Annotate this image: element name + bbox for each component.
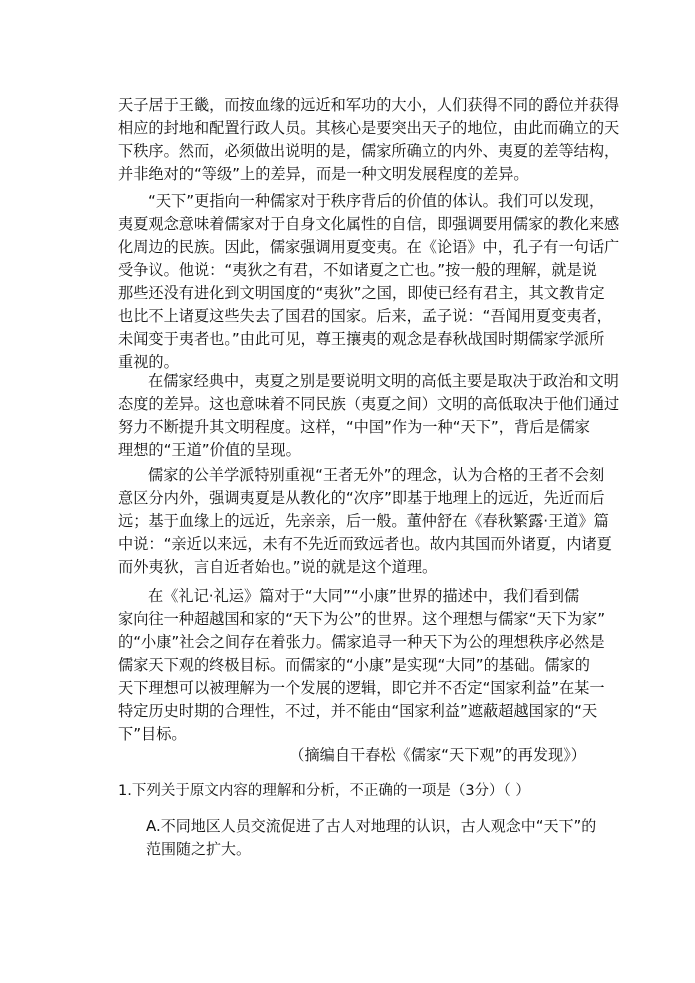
paragraph-line: 天下理想可以被理解为一个发展的逻辑，即它并不否定“国家利益”在某一 — [118, 679, 605, 697]
paragraph-line: 相应的封地和配置行政人员。其核心是要突出天子的地位，由此而确立的天 — [118, 119, 620, 137]
paragraph-line: 化周边的民族。因此，儒家强调用夏变夷。在《论语》中，孔子有一句话广 — [118, 238, 620, 256]
paragraph-2 — [118, 190, 620, 374]
paragraph-line: 儒家天下观的终极目标。而儒家的“小康”是实现“大同”的基础。儒家的 — [118, 656, 590, 674]
paragraph-5 — [118, 585, 606, 746]
paragraph-line: 态度的差异。这也意味着不同民族（夷夏之间）文明的高低取决于他们通过 — [118, 395, 620, 413]
paragraph-line: 努力不断提升其文明程度。这样，“中国”作为一种“天下”，背后是儒家 — [118, 418, 590, 436]
paragraph-line: 的“小康”社会之间存在着张力。儒家追寻一种天下为公的理想秩序必然是 — [118, 633, 605, 651]
paragraph-line: 中说：“亲近以来远，未有不先近而致远者也。故内其国而外诸夏，内诸夏 — [118, 535, 612, 553]
paragraph-4 — [118, 464, 612, 579]
paragraph-line: 未闻变于夷者也。”由此可见，尊王攘夷的观念是春秋战国时期儒家学派所 — [118, 330, 605, 348]
paragraph-line: 特定历史时期的合理性，不过，并不能由“国家利益”遮蔽超越国家的“天 — [118, 702, 598, 720]
paragraph-line: 理想的“王道”价值的呈现。 — [118, 441, 301, 459]
paragraph-line: 在《礼记·礼运》篇对于“大同”“小康”世界的描述中，我们看到儒 — [148, 587, 580, 605]
paragraph-line: 意区分内外，强调夷夏是从教化的“次序”即基于地理上的远近，先近而后 — [118, 489, 605, 507]
option-a — [146, 815, 597, 861]
paragraph-3 — [118, 370, 620, 462]
paragraph-line: 并非绝对的“等级”上的差异，而是一种文明发展程度的差异。 — [118, 165, 529, 183]
paragraph-1 — [118, 94, 620, 186]
paragraph-line: 受争议。他说：“夷狄之有君，不如诸夏之亡也。”按一般的理解，就是说 — [118, 261, 597, 279]
paragraph-line: 而外夷狄，言自近者始也。”说的就是这个道理。 — [118, 558, 438, 576]
paragraph-line: 在儒家经典中，夷夏之别是要说明文明的高低主要是取决于政治和文明 — [148, 372, 619, 390]
paragraph-line: “天下”更指向一种儒家对于秩序背后的价值的体认。我们可以发现， — [148, 192, 605, 210]
paragraph-line: 下”目标。 — [118, 725, 187, 743]
option-line: A.不同地区人员交流促进了古人对地理的认识，古人观念中“天下”的 — [146, 817, 597, 835]
question-stem: 1.下列关于原文内容的理解和分析，不正确的一项是（3分）（ ） — [118, 783, 530, 799]
source-citation: （摘编自干春松《儒家“天下观”的再发现》） — [289, 746, 586, 764]
option-line: 范围随之扩大。 — [146, 840, 252, 858]
paragraph-line: 家向往一种超越国和家的“天下为公”的世界。这个理想与儒家“天下为家” — [118, 610, 606, 628]
paragraph-line: 重视的。 — [118, 353, 179, 371]
paragraph-line: 下秩序。然而，必须做出说明的是，儒家所确立的内外、夷夏的差等结构， — [118, 142, 620, 160]
paragraph-line: 也比不上诸夏这些失去了国君的国家。后来，孟子说：“吾闻用夏变夷者， — [118, 307, 612, 325]
paragraph-line: 夷夏观念意味着儒家对于自身文化属性的自信，即强调要用儒家的教化来感 — [118, 215, 620, 233]
paragraph-line: 远；基于血缘上的远近，先亲亲，后一般。董仲舒在《春秋繁露·王道》篇 — [118, 512, 609, 530]
paragraph-line: 天子居于王畿，而按血缘的远近和军功的大小，人们获得不同的爵位并获得 — [118, 96, 620, 114]
paragraph-line: 儒家的公羊学派特别重视“王者无外”的理念，认为合格的王者不会刻 — [148, 466, 605, 484]
paragraph-line: 那些还没有进化到文明国度的“夷狄”之国，即使已经有君主，其文教肯定 — [118, 284, 605, 302]
